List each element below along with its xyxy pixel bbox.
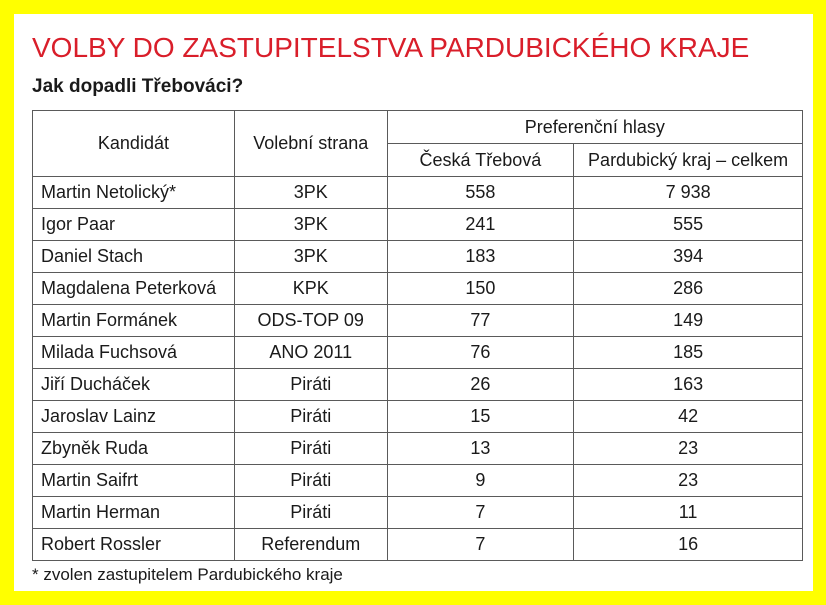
- town-votes-cell: 26: [387, 369, 574, 401]
- candidate-name-cell: Martin Netolický*: [33, 177, 235, 209]
- table-body: [33, 177, 803, 561]
- party-cell: Piráti: [234, 433, 387, 465]
- region-votes-cell: 149: [574, 305, 803, 337]
- candidate-name-cell: Jiří Ducháček: [33, 369, 235, 401]
- header-party: Volební strana: [234, 111, 387, 177]
- region-votes-cell: 286: [574, 273, 803, 305]
- results-table: [32, 110, 803, 561]
- table-row: [33, 401, 803, 433]
- region-votes-cell: 163: [574, 369, 803, 401]
- table-row: [33, 209, 803, 241]
- region-votes-cell: 7 938: [574, 177, 803, 209]
- town-votes-cell: 7: [387, 497, 574, 529]
- region-votes-cell: 42: [574, 401, 803, 433]
- party-cell: 3PK: [234, 241, 387, 273]
- table-row: [33, 273, 803, 305]
- header-region-total: Pardubický kraj – celkem: [574, 144, 803, 177]
- party-cell: 3PK: [234, 177, 387, 209]
- table-row: [33, 465, 803, 497]
- table-row: [33, 433, 803, 465]
- party-cell: 3PK: [234, 209, 387, 241]
- candidate-name-cell: Magdalena Peterková: [33, 273, 235, 305]
- candidate-name-cell: Milada Fuchsová: [33, 337, 235, 369]
- header-preferential-votes: Preferenční hlasy: [387, 111, 802, 144]
- page-title: VOLBY DO ZASTUPITELSTVA PARDUBICKÉHO KRAJE: [32, 32, 750, 63]
- footnote: * zvolen zastupitelem Pardubického kraje: [32, 565, 343, 584]
- region-votes-cell: 185: [574, 337, 803, 369]
- page-subtitle: Jak dopadli Třebováci?: [32, 76, 244, 97]
- candidate-name-cell: Igor Paar: [33, 209, 235, 241]
- table-row: [33, 305, 803, 337]
- town-votes-cell: 77: [387, 305, 574, 337]
- candidate-name-cell: Daniel Stach: [33, 241, 235, 273]
- party-cell: Referendum: [234, 529, 387, 561]
- town-votes-cell: 9: [387, 465, 574, 497]
- candidate-name-cell: Zbyněk Ruda: [33, 433, 235, 465]
- candidate-name-cell: Martin Formánek: [33, 305, 235, 337]
- header-ceska-trebova: Česká Třebová: [387, 144, 574, 177]
- party-cell: KPK: [234, 273, 387, 305]
- town-votes-cell: 15: [387, 401, 574, 433]
- region-votes-cell: 23: [574, 465, 803, 497]
- table-header: [33, 111, 803, 177]
- party-cell: Piráti: [234, 497, 387, 529]
- document-page: [14, 14, 813, 591]
- table-row: [33, 369, 803, 401]
- candidate-name-cell: Martin Saifrt: [33, 465, 235, 497]
- party-cell: Piráti: [234, 401, 387, 433]
- town-votes-cell: 183: [387, 241, 574, 273]
- party-cell: ANO 2011: [234, 337, 387, 369]
- party-cell: Piráti: [234, 369, 387, 401]
- table-row: [33, 241, 803, 273]
- town-votes-cell: 241: [387, 209, 574, 241]
- candidate-name-cell: Jaroslav Lainz: [33, 401, 235, 433]
- region-votes-cell: 16: [574, 529, 803, 561]
- table-row: [33, 529, 803, 561]
- town-votes-cell: 76: [387, 337, 574, 369]
- party-cell: Piráti: [234, 465, 387, 497]
- region-votes-cell: 23: [574, 433, 803, 465]
- table-row: [33, 497, 803, 529]
- town-votes-cell: 150: [387, 273, 574, 305]
- region-votes-cell: 11: [574, 497, 803, 529]
- candidate-name-cell: Martin Herman: [33, 497, 235, 529]
- town-votes-cell: 7: [387, 529, 574, 561]
- town-votes-cell: 558: [387, 177, 574, 209]
- candidate-name-cell: Robert Rossler: [33, 529, 235, 561]
- region-votes-cell: 555: [574, 209, 803, 241]
- header-candidate: Kandidát: [33, 111, 235, 177]
- table-row: [33, 177, 803, 209]
- table-row: [33, 337, 803, 369]
- party-cell: ODS-TOP 09: [234, 305, 387, 337]
- region-votes-cell: 394: [574, 241, 803, 273]
- town-votes-cell: 13: [387, 433, 574, 465]
